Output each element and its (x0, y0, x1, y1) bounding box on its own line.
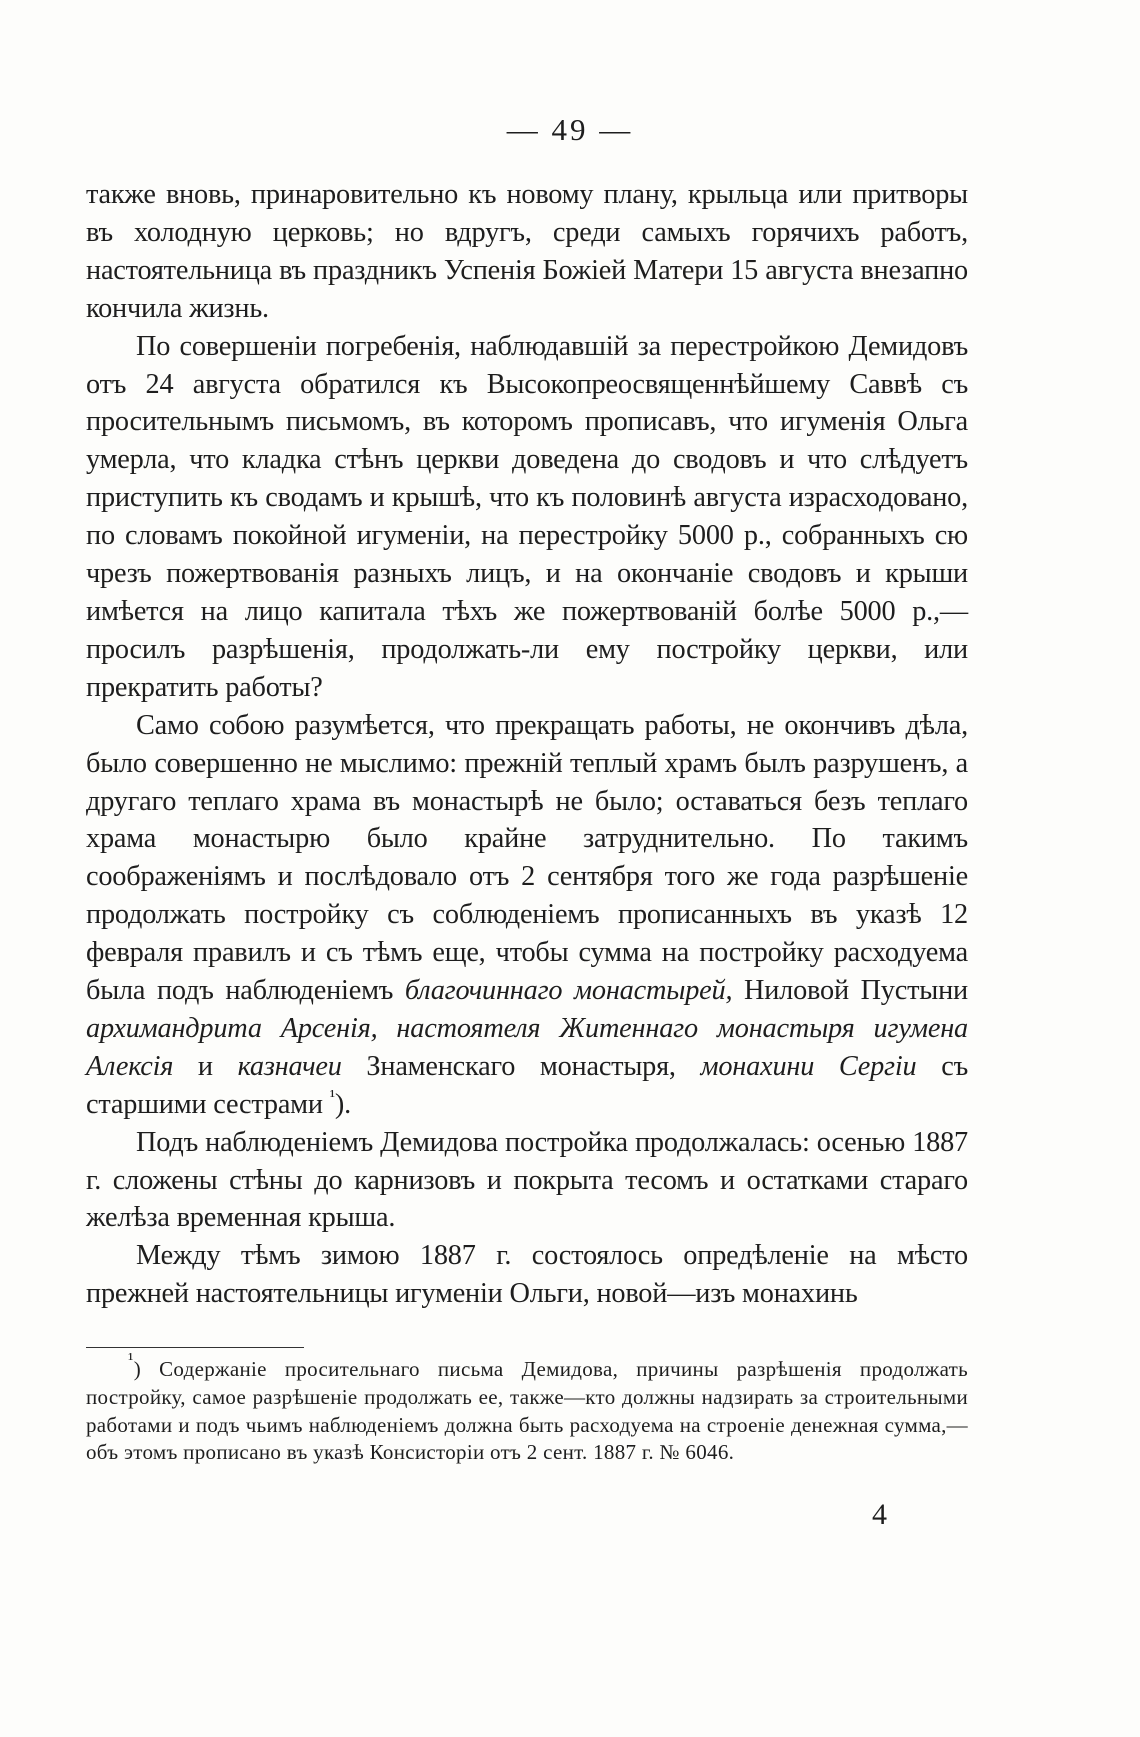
text-run: ). (334, 1088, 352, 1120)
text-run: также вновь, принаровительно къ новому плану, крыльца или притворы въ холодную церковь; но вдругъ, среди самыхъ горячихъ работъ, настоятельница въ праздникъ Успенія Божіей Матери 15 августа внезапно кончила жизнь. (86, 179, 968, 324)
italic-run: казначеи (237, 1050, 342, 1082)
footnote-ref: ¹ (329, 1085, 335, 1106)
text-run: съ старшими сестрами (86, 1050, 968, 1120)
text-run: Само собою разумѣется, что прекращать работы, не окончивъ дѣла, было совершенно не мыслимо: прежній теплый храмъ былъ разрушенъ, а другаго теплаго храма въ монастырѣ не было; оставаться безъ теплаго храма монастырю было крайне затруднительно. По такимъ соображеніямъ и послѣдовало отъ 2 сентября того же года разрѣшеніе продолжать постройку съ соблюденіемъ прописанныхъ въ указѣ 12 февраля правилъ и съ тѣмъ еще, чтобы сумма на постройку расходуема была подъ наблюденіемъ (86, 709, 968, 1007)
body-text (86, 176, 968, 1313)
paragraph (86, 176, 968, 328)
footnote-divider (86, 1347, 304, 1348)
text-run: и (173, 1050, 238, 1082)
footnote-marker: ¹ (128, 1349, 134, 1370)
paragraph (86, 1124, 968, 1238)
page-number: — 49 — (506, 112, 634, 147)
text-run: Между тѣмъ зимою 1887 г. состоялось опредѣленіе на мѣсто прежней настоятельницы игуменіи Ольги, новой—изъ монахинь (86, 1240, 968, 1310)
italic-run: монахини Сергіи (700, 1050, 917, 1082)
text-run: Подъ наблюденіемъ Демидова постройка продолжалась: осенью 1887 г. сложены стѣны до карнизовъ и покрыта тесомъ и остатками стараго желѣза временная крыша. (86, 1126, 968, 1234)
footnote (86, 1349, 968, 1467)
italic-run: благочиннаго монастырей, (404, 975, 733, 1007)
footnote-text: ) Содержаніе просительнаго письма Демидова, причины разрѣшенія продолжать постройку, самое разрѣшеніе продолжать ее, также—кто должны надзирать за строительными работами и подъ чьимъ наблюденіемъ должна быть расходуема на строеніе денежная сумма,—объ этомъ прописано въ указѣ Консисторіи отъ 2 сент. 1887 г. № 6046. (86, 1357, 968, 1465)
paragraph (86, 707, 968, 1124)
text-run: Ниловой Пустыни (732, 975, 968, 1007)
paragraph (86, 328, 968, 707)
paragraph (86, 1237, 968, 1313)
italic-run: архимандрита Арсенія, настоятеля Житеннаго монастыря игумена Алексія (86, 1012, 968, 1082)
text-run: По совершеніи погребенія, наблюдавшій за перестройкою Демидовъ отъ 24 августа обратился къ Высокопреосвященнѣйшему Саввѣ съ просительнымъ письмомъ, въ которомъ прописавъ, что игуменія Ольга умерла, что кладка стѣнъ церкви доведена до сводовъ и что слѣдуетъ приступить къ сводамъ и крышѣ, что къ половинѣ августа израсходовано, по словамъ покойной игуменіи, на перестройку 5000 р., собранныхъ сю чрезъ пожертвованія разныхъ лицъ, и на окончаніе сводовъ и крыши имѣется на лицо капитала тѣхъ же пожертвованій болѣе 5000 р.,—просилъ разрѣшенія, продолжать-ли ему постройку церкви, или прекратить работы? (86, 330, 968, 703)
signature-mark: 4 (872, 1498, 887, 1531)
text-run: Знаменскаго монастыря, (341, 1050, 701, 1082)
